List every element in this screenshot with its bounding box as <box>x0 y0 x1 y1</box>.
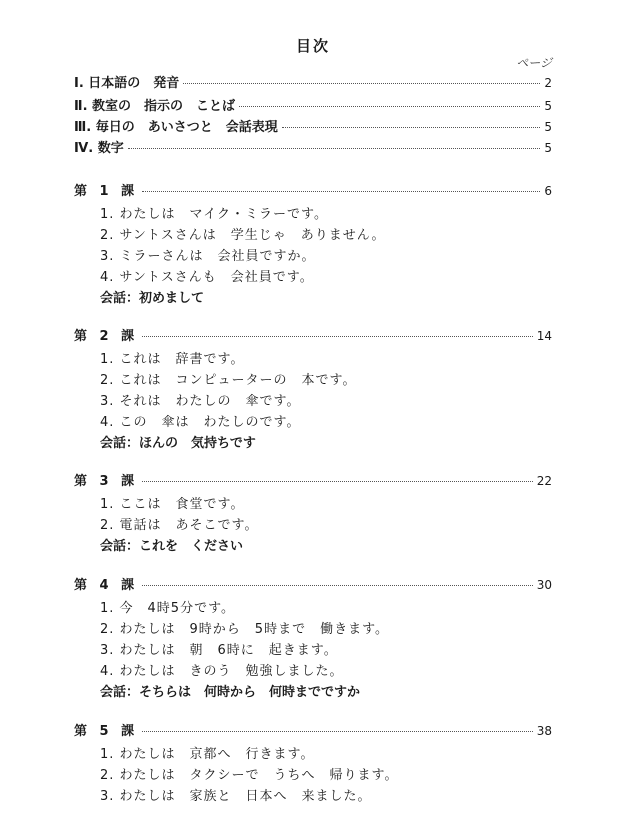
toc-entry-page: 22 <box>536 474 552 488</box>
toc-entry-page: 6 <box>544 184 552 198</box>
leader-dots <box>183 83 540 84</box>
toc-entry-intro-1[interactable] <box>74 72 552 91</box>
lesson-item: 4. この 傘は わたしのです。 <box>100 415 301 430</box>
lesson-item: 2. わたしは 9時から 5時まで 働きます。 <box>100 622 390 637</box>
lesson-conversation: 会話：ほんの 気持ちです <box>100 436 256 451</box>
toc-entry-intro-3[interactable] <box>74 116 552 135</box>
leader-dots <box>142 191 540 192</box>
lesson-item: 2. サントスさんは 学生じゃ ありません。 <box>100 228 386 243</box>
lesson-item: 3. ミラーさんは 会社員ですか。 <box>100 249 316 264</box>
toc-entry-page: 30 <box>536 578 552 592</box>
leader-dots <box>142 481 533 482</box>
lesson-item: 1. ここは 食堂です。 <box>100 497 245 512</box>
toc-entry-lesson-4[interactable] <box>74 574 552 593</box>
lesson-item: 1. わたしは マイク・ミラーです。 <box>100 207 328 222</box>
toc-entry-label: Ⅳ. 数字 <box>74 141 124 156</box>
leader-dots <box>282 127 541 128</box>
lesson-item: 3. わたしは 朝 6時に 起きます。 <box>100 643 338 658</box>
toc-entry-intro-4[interactable] <box>74 137 552 156</box>
toc-entry-page: 5 <box>544 120 552 134</box>
leader-dots <box>142 731 533 732</box>
toc-entry-label: Ⅱ. 教室の 指示の ことば <box>74 99 236 114</box>
toc-entry-page: 5 <box>544 141 552 155</box>
toc-entry-page: 38 <box>536 724 552 738</box>
leader-dots <box>142 336 533 337</box>
toc-entry-lesson-5[interactable] <box>74 720 552 739</box>
toc-entry-intro-2[interactable] <box>74 95 552 114</box>
toc-entry-lesson-2[interactable] <box>74 325 552 344</box>
leader-dots <box>239 106 540 107</box>
lesson-conversation: 会話：これを ください <box>100 539 244 554</box>
toc-entry-lesson-1[interactable] <box>74 180 552 199</box>
lesson-item: 3. わたしは 家族と 日本へ 来ました。 <box>100 789 372 804</box>
lesson-item: 2. わたしは タクシーで うちへ 帰ります。 <box>100 768 399 783</box>
page-column-label: ページ <box>516 56 552 70</box>
page-title: 目次 <box>295 37 330 55</box>
toc-entry-page: 14 <box>536 329 552 343</box>
toc-entry-page: 5 <box>544 99 552 113</box>
lesson-heading: 第 2 課 <box>74 329 139 344</box>
lesson-item: 1. 今 4時5分です。 <box>100 601 236 616</box>
lesson-item: 2. これは コンピューターの 本です。 <box>100 373 357 388</box>
lesson-item: 2. 電話は あそこです。 <box>100 518 259 533</box>
lesson-heading: 第 3 課 <box>74 474 139 489</box>
lesson-heading: 第 4 課 <box>74 578 139 593</box>
lesson-heading: 第 5 課 <box>74 724 139 739</box>
lesson-item: 1. わたしは 京都へ 行きます。 <box>100 747 315 762</box>
lesson-item: 3. それは わたしの 傘です。 <box>100 394 301 409</box>
leader-dots <box>142 585 533 586</box>
toc-entry-label: Ⅲ. 毎日の あいさつと 会話表現 <box>74 120 278 135</box>
lesson-item: 1. これは 辞書です。 <box>100 352 245 367</box>
lesson-item: 4. わたしは きのう 勉強しました。 <box>100 664 344 679</box>
leader-dots <box>128 148 541 149</box>
lesson-item: 4. サントスさんも 会社員です。 <box>100 270 314 285</box>
toc-entry-lesson-3[interactable] <box>74 470 552 489</box>
lesson-conversation: 会話：そちらは 何時から 何時までですか <box>100 685 361 700</box>
toc-entry-page: 2 <box>544 76 552 90</box>
toc-entry-label: Ⅰ. 日本語の 発音 <box>74 76 180 91</box>
lesson-conversation: 会話：初めまして <box>100 291 205 306</box>
lesson-heading: 第 1 課 <box>74 184 139 199</box>
